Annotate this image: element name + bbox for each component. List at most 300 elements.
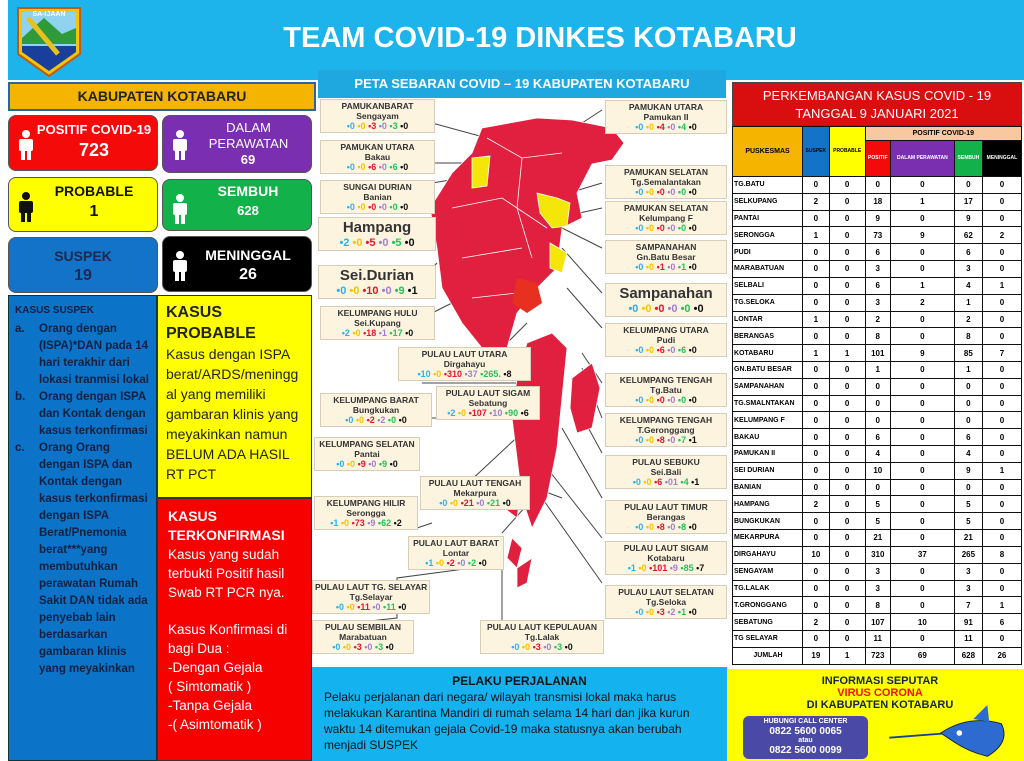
cell-name: TG.SMALNTAKAN (733, 395, 803, 412)
cell-value: 0 (982, 429, 1021, 446)
stat-value: 19 (74, 267, 92, 284)
label-value: •0 (645, 223, 657, 233)
table-row (733, 261, 1022, 278)
label-value: •10 (417, 369, 434, 379)
cell-value: 5 (954, 513, 982, 530)
cell-value: 62 (954, 227, 982, 244)
stat-label: POSITIF COVID-19 (36, 122, 152, 137)
cell-value: 0 (890, 479, 954, 496)
cell-value: 0 (890, 261, 954, 278)
label-value: •0 (389, 459, 398, 469)
cell-name: KOTABARU (733, 345, 803, 362)
cell-value: 11 (954, 630, 982, 647)
definition-text: Kasus yang sudah terbukti Positif hasil Swab RT PCR nya. (168, 547, 285, 600)
label-value: •0 (645, 345, 657, 355)
cell-value: 8 (954, 328, 982, 345)
map-label (605, 413, 727, 447)
label-value: •10 (489, 408, 505, 418)
cell-value: 0 (803, 412, 830, 429)
label-value: •2 (377, 415, 388, 425)
stat-label: DALAM PERAWATAN (208, 120, 289, 151)
cell-value: 0 (803, 446, 830, 463)
label-value: •3 (374, 642, 386, 652)
label-puskesmas: Bungkukan (352, 405, 400, 415)
person-icon (17, 130, 35, 160)
label-district: PULAU SEBUKU (632, 457, 700, 467)
label-value: •3 (532, 642, 544, 652)
label-value: •0 (677, 395, 689, 405)
cell-value: 0 (890, 446, 954, 463)
label-value: •0 (352, 328, 364, 338)
label-values (608, 187, 724, 197)
cell-value: 265 (954, 546, 982, 563)
label-value: •0 (478, 558, 487, 568)
label-value: •0 (346, 602, 358, 612)
cell-value: 3 (865, 580, 890, 597)
label-value: •3 (656, 607, 668, 617)
table-row (733, 530, 1022, 547)
map-label (605, 283, 727, 317)
cell-name: BERANGAS (733, 328, 803, 345)
cell-name: MEKARPURA (733, 530, 803, 547)
label-district: PAMUKANBARAT (341, 101, 414, 111)
cell-value: 107 (865, 614, 890, 631)
item-text: Orang Orang dengan ISPA dan Kontak dengan kasus terkonfirmasi dengan ISPA Berat/Pnemonia berat***yang membutuhkan perawatan Rumah Sakit DAN tidak ada penyebab lain berdasarkan gambaran klinis yang meyakinkan (39, 442, 148, 675)
label-district: PULAU LAUT TENGAH (428, 478, 522, 488)
phone-link[interactable]: 0822 5600 0099 (769, 745, 842, 756)
label-value: •0 (378, 162, 390, 172)
label-values (315, 642, 411, 652)
label-value: •0 (677, 223, 689, 233)
map-label (320, 306, 435, 340)
table-row (733, 177, 1022, 194)
label-district: KELUMPANG HILIR (326, 498, 406, 508)
label-district: PULAU LAUT TIMUR (624, 502, 708, 512)
label-value: •0 (688, 522, 697, 532)
cell-value: 0 (829, 294, 865, 311)
cell-value: 7 (954, 597, 982, 614)
cell-value: 0 (865, 378, 890, 395)
cell-value: 10 (803, 546, 830, 563)
label-value: •0 (645, 607, 657, 617)
map-label (605, 240, 727, 274)
table-row (733, 630, 1022, 647)
map-label (320, 99, 435, 133)
label-value: •21 (486, 498, 503, 508)
cell-value: 5 (865, 513, 890, 530)
definition-title: KASUS PROBABLE (166, 304, 256, 342)
stat-probable (8, 177, 158, 232)
label-value: •0 (385, 642, 394, 652)
table-row (733, 446, 1022, 463)
cell-value: 0 (803, 177, 830, 194)
cell-value: 0 (982, 328, 1021, 345)
cell-value: 3 (954, 580, 982, 597)
label-district: PULAU LAUT SELATAN (618, 587, 714, 597)
label-puskesmas: Pantai (354, 449, 380, 459)
cell-name: SELKUPANG (733, 193, 803, 210)
label-district: KELUMPANG TENGAH (619, 375, 713, 385)
cases-table (732, 126, 1022, 665)
table-row (733, 563, 1022, 580)
table-row (733, 277, 1022, 294)
cell-value: 1 (890, 277, 954, 294)
header-positif-group: POSITIF COVID-19 (865, 127, 1021, 141)
label-value: •1 (677, 607, 689, 617)
label-value: •0 (688, 395, 697, 405)
label-district: PULAU LAUT BARAT (413, 538, 499, 548)
label-district: Hampang (342, 219, 412, 236)
label-value: •310 (443, 369, 465, 379)
label-puskesmas: T.Geronggang (637, 425, 695, 435)
label-values (323, 328, 432, 338)
definition-line: -Dengan Gejala (168, 660, 263, 675)
label-values (317, 518, 415, 528)
cell-value: 0 (865, 395, 890, 412)
table-row (733, 227, 1022, 244)
label-values (411, 558, 501, 568)
cell-value: 0 (890, 563, 954, 580)
page-title: TEAM COVID-19 DINKES KOTABARU (283, 22, 797, 54)
label-value: •0 (628, 303, 642, 315)
cell-value: 0 (890, 361, 954, 378)
cell-name: BUNGKUKAN (733, 513, 803, 530)
svg-text:SA-IJAAN: SA-IJAAN (32, 11, 66, 18)
label-value: •0 (635, 435, 646, 445)
label-value: •0 (656, 395, 668, 405)
cell-value: 8 (865, 597, 890, 614)
definition-line: ( Simtomatik ) (168, 679, 252, 694)
cell-value: 0 (954, 177, 982, 194)
label-value: •0 (476, 498, 487, 508)
label-value: •0 (688, 262, 697, 272)
cell-value: 0 (954, 412, 982, 429)
cell-value: 0 (803, 261, 830, 278)
definition-text-2: Kasus Konfirmasi di bagi Dua : (168, 622, 288, 656)
label-value: •0 (635, 187, 646, 197)
cell-value: 0 (829, 210, 865, 227)
label-value: •9 (357, 459, 369, 469)
label-values (323, 162, 432, 172)
label-value: •1 (677, 262, 689, 272)
label-value: •0 (449, 498, 461, 508)
map-label (605, 100, 727, 134)
table-title-line1: PERKEMBANGAN KASUS COVID - 19 (762, 88, 992, 103)
cell-value: 0 (982, 244, 1021, 261)
cell-value: 0 (829, 177, 865, 194)
label-value: •5 (391, 237, 405, 249)
person-icon (171, 130, 189, 160)
label-values (321, 285, 433, 297)
label-values (323, 415, 429, 425)
label-value: •21 (460, 498, 477, 508)
cell-name: MARABATUAN (733, 261, 803, 278)
travel-info (312, 667, 727, 761)
person-icon (171, 194, 189, 224)
info-line3: DI KABUPATEN KOTABARU (806, 699, 954, 711)
cell-value: 0 (982, 630, 1021, 647)
label-value: •0 (398, 602, 407, 612)
table-row (733, 462, 1022, 479)
label-value: •10 (362, 285, 382, 297)
label-value: •1 (330, 518, 341, 528)
map-label (314, 437, 420, 471)
label-values (439, 408, 537, 418)
label-values (608, 223, 724, 233)
stat-perawatan (162, 115, 312, 173)
cell-value: 2 (865, 311, 890, 328)
cell-name: KELUMPANG F (733, 412, 803, 429)
label-value: •11 (383, 602, 399, 612)
label-value: •0 (381, 285, 395, 297)
cell-value: 0 (803, 395, 830, 412)
label-value: •85 (680, 563, 697, 573)
cell-value: 0 (829, 277, 865, 294)
table-row (733, 412, 1022, 429)
label-value: •0 (357, 162, 369, 172)
label-value: •6 (368, 162, 379, 172)
definition-text: Kasus dengan ISPA berat/ARDS/meninggal yang memiliki gambaran klinis yang meyakinkan namun BELUM ADA HASIL RT PCT (166, 346, 299, 482)
cell-value: 9 (954, 210, 982, 227)
label-value: •73 (351, 518, 368, 528)
cell-value: 0 (829, 193, 865, 210)
cell-value: 0 (890, 630, 954, 647)
label-puskesmas: Tg.Lalak (524, 632, 560, 642)
label-district: KELUMPANG HULU (337, 308, 418, 318)
region-label: KABUPATEN KOTABARU (8, 82, 316, 111)
map-label (605, 455, 727, 489)
cell-value: 3 (865, 294, 890, 311)
cell-name: TG SELAYAR (733, 630, 803, 647)
definition-line: -Tanpa Gejala (168, 698, 253, 713)
label-values (315, 602, 427, 612)
label-puskesmas: Lontar (442, 548, 470, 558)
label-value: •0 (405, 328, 414, 338)
label-value: •0 (645, 122, 657, 132)
label-values (608, 435, 724, 445)
cell-name: HAMPANG (733, 496, 803, 513)
cell-value: 0 (829, 479, 865, 496)
label-puskesmas: Sengayam (356, 111, 399, 121)
cell-value: 0 (803, 513, 830, 530)
cell-value: 0 (829, 227, 865, 244)
label-value: •0 (398, 415, 407, 425)
cell-name: SELBALI (733, 277, 803, 294)
cell-value: 0 (829, 328, 865, 345)
label-value: •0 (335, 602, 347, 612)
header-positif: POSITIF (865, 141, 890, 177)
cell-name: TG.LALAK (733, 580, 803, 597)
label-value: •6 (389, 162, 401, 172)
label-value: •0 (635, 122, 646, 132)
label-value: •01 (664, 477, 681, 487)
label-values (608, 607, 724, 617)
label-value: •0 (368, 459, 379, 469)
or-text: atau (798, 737, 813, 744)
cell-value: 1 (803, 227, 830, 244)
cell-value: 0 (890, 210, 954, 227)
label-value: •0 (389, 202, 401, 212)
label-value: •107 (468, 408, 490, 418)
stat-label: SEMBUH (217, 183, 279, 199)
cell-value: 85 (954, 345, 982, 362)
cell-value: 0 (982, 513, 1021, 530)
label-value: •0 (635, 607, 646, 617)
label-value: •0 (667, 395, 678, 405)
table-row (733, 294, 1022, 311)
label-value: •0 (645, 522, 657, 532)
table-row (733, 429, 1022, 446)
cell-value: 17 (954, 193, 982, 210)
cell-value: 0 (803, 210, 830, 227)
table-row (733, 361, 1022, 378)
cell-value: 0 (829, 412, 865, 429)
table-row (733, 395, 1022, 412)
definition-line: -( Asimtomatik ) (168, 717, 262, 732)
cell-value: 0 (982, 479, 1021, 496)
cell-value: 1 (803, 345, 830, 362)
label-value: •0 (378, 121, 390, 131)
label-district: Sei.Durian (339, 267, 415, 284)
cell-name: SEBATUNG (733, 614, 803, 631)
cell-value: 0 (829, 361, 865, 378)
cell-value: 0 (890, 462, 954, 479)
label-value: •0 (654, 303, 668, 315)
cell-value: 2 (803, 614, 830, 631)
label-district: PULAU LAUT KEPULAUAN (486, 622, 598, 632)
table-row (733, 580, 1022, 597)
stat-label: SUSPEK (54, 248, 112, 264)
header-puskesmas: PUSKESMAS (733, 127, 803, 177)
label-values (608, 303, 724, 315)
suspek-definition (8, 295, 157, 761)
label-value: •0 (645, 262, 657, 272)
label-value: •0 (433, 369, 444, 379)
label-value: •0 (368, 202, 379, 212)
person-icon (17, 192, 35, 222)
cell-value: 0 (803, 294, 830, 311)
cell-value: 11 (865, 630, 890, 647)
label-value: •7 (696, 563, 705, 573)
cell-value: 6 (865, 244, 890, 261)
label-value: •0 (656, 187, 668, 197)
label-value: •0 (435, 558, 447, 568)
cell-value: 6 (954, 429, 982, 446)
header-perawatan: DALAM PERAWATAN (890, 141, 954, 177)
cell-value: 0 (890, 395, 954, 412)
cell-name: LONTAR (733, 311, 803, 328)
mainland-region (430, 118, 624, 348)
label-district: PAMUKAN UTARA (628, 102, 704, 112)
stat-value: 1 (89, 203, 99, 220)
label-puskesmas: Pudi (656, 335, 676, 345)
label-value: •0 (521, 642, 533, 652)
cell-value: 0 (829, 311, 865, 328)
cell-value: 0 (982, 412, 1021, 429)
map-label (420, 476, 530, 510)
label-value: •0 (667, 122, 678, 132)
stat-value: 69 (240, 152, 256, 167)
cell-value: 628 (954, 647, 982, 664)
cell-value: 0 (803, 328, 830, 345)
header-suspek: SUSPEK (803, 127, 830, 177)
label-value: •0 (667, 345, 678, 355)
label-value: •0 (387, 415, 399, 425)
label-value: •0 (635, 345, 646, 355)
cell-value: 0 (890, 530, 954, 547)
label-puskesmas: Kotabaru (647, 553, 685, 563)
cell-value: 6 (865, 429, 890, 446)
cell-value: 0 (982, 311, 1021, 328)
label-value: •0 (336, 459, 347, 469)
stat-value: 628 (237, 203, 259, 218)
table-row (733, 345, 1022, 362)
label-value: •0 (643, 477, 655, 487)
cell-value: 0 (982, 395, 1021, 412)
label-value: •8 (503, 369, 512, 379)
cell-value: 9 (865, 210, 890, 227)
kotabaru-logo (14, 4, 84, 78)
table-row (733, 210, 1022, 227)
cell-value: 0 (829, 261, 865, 278)
cell-value: 0 (982, 193, 1021, 210)
cell-value: 0 (803, 277, 830, 294)
label-value: •0 (667, 187, 678, 197)
label-value: •0 (688, 607, 697, 617)
label-values (608, 563, 724, 573)
cell-value: 0 (829, 429, 865, 446)
cell-value: 0 (829, 597, 865, 614)
cell-value: 0 (890, 496, 954, 513)
label-value: •0 (688, 187, 697, 197)
label-puskesmas: Mekarpura (453, 488, 497, 498)
label-value: •0 (346, 459, 358, 469)
label-value: •18 (363, 328, 379, 338)
map-label (320, 140, 435, 174)
cell-value: 0 (803, 630, 830, 647)
cell-value: 0 (829, 244, 865, 261)
label-value: •0 (564, 642, 573, 652)
cell-value: 7 (982, 345, 1021, 362)
label-puskesmas: Sebatung (468, 398, 508, 408)
label-values (608, 122, 724, 132)
label-value: •1 (378, 328, 390, 338)
label-value: •0 (667, 223, 678, 233)
cell-name: GN.BATU BESAR (733, 361, 803, 378)
label-value: •0 (645, 187, 657, 197)
cell-value: 0 (803, 361, 830, 378)
cell-value: 91 (954, 614, 982, 631)
cell-value: 3 (865, 563, 890, 580)
label-values (608, 395, 724, 405)
map-label (605, 541, 727, 575)
label-district: KELUMPANG BARAT (333, 395, 419, 405)
call-center-box (743, 716, 868, 759)
label-value: •0 (635, 223, 646, 233)
label-value: •62 (377, 518, 394, 528)
label-value: •1 (691, 477, 700, 487)
table-row (733, 479, 1022, 496)
phone-link[interactable]: 0822 5600 0065 (769, 726, 842, 737)
cell-value: 37 (890, 546, 954, 563)
label-district: SAMPANAHAN (635, 242, 697, 252)
label-value: •0 (404, 237, 415, 249)
cell-value: 0 (982, 446, 1021, 463)
label-district: PAMUKAN SELATAN (623, 167, 709, 177)
label-value: •2 (366, 415, 378, 425)
label-district: PAMUKAN UTARA (340, 142, 415, 152)
label-value: •2 (447, 408, 458, 418)
